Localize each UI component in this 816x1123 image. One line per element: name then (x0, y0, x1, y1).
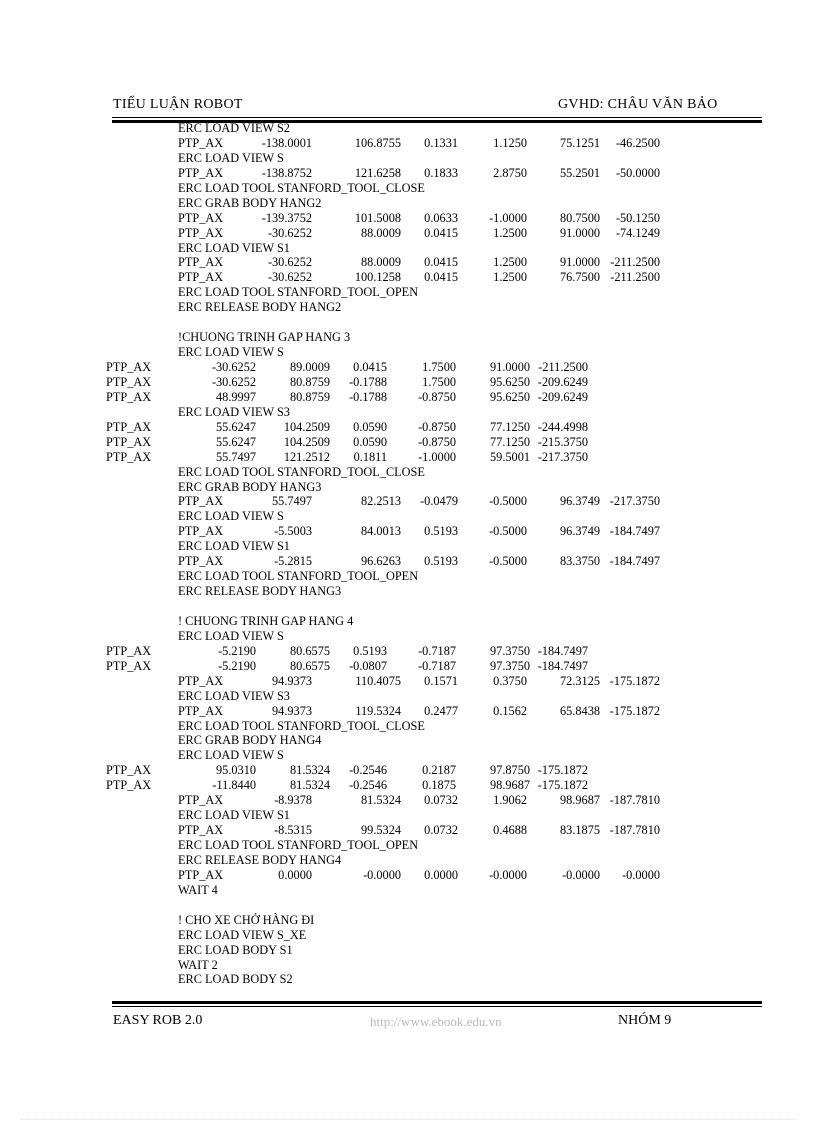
program-line (0, 181, 816, 196)
axis-value: 0.5193 (424, 554, 458, 569)
axis-value: 96.3749 (560, 494, 600, 509)
axis-value: -211.2500 (538, 360, 588, 374)
line-text: ERC LOAD VIEW S1 (178, 240, 290, 255)
command-keyword: PTP_AX (106, 419, 152, 434)
line-text: ERC RELEASE BODY HANG4 (178, 852, 342, 867)
ptp-ax-line (0, 778, 816, 793)
program-line (0, 972, 816, 987)
program-line (0, 465, 816, 480)
axis-value: -184.7497 (609, 524, 660, 539)
command-keyword: PTP_AX (178, 867, 224, 882)
axis-value: 100.1258 (354, 270, 401, 285)
axis-value: 1.9062 (493, 793, 527, 808)
program-line (0, 345, 816, 360)
ptp-ax-line (0, 420, 816, 435)
axis-value: 99.5324 (361, 823, 401, 838)
program-line (0, 808, 816, 823)
line-text: ERC LOAD VIEW S1 (178, 539, 290, 554)
line-text: ERC LOAD VIEW S3 (178, 688, 290, 703)
program-line (0, 151, 816, 166)
axis-value: -0.0479 (420, 494, 458, 509)
axis-value: 55.6247 (216, 434, 256, 449)
axis-value: -0.0000 (562, 867, 600, 882)
axis-value: 0.0415 (424, 225, 458, 240)
line-text: ERC LOAD VIEW S (178, 345, 284, 360)
axis-value: 98.9687 (490, 778, 530, 793)
program-line (0, 689, 816, 704)
axis-value: -184.7497 (537, 658, 588, 673)
footer-rule-thin (112, 1006, 762, 1007)
axis-value: -211.2500 (610, 270, 660, 285)
axis-value: 81.5324 (361, 793, 401, 808)
axis-value: -0.8750 (418, 419, 456, 434)
line-text: ERC LOAD TOOL STANFORD_TOOL_CLOSE (178, 464, 425, 479)
axis-value: 0.0590 (353, 419, 387, 434)
axis-value: 104.2509 (283, 419, 330, 434)
line-text: ERC LOAD VIEW S1 (178, 808, 290, 823)
line-text: ERC RELEASE BODY HANG2 (178, 300, 342, 315)
axis-value: -211.2500 (610, 255, 660, 270)
ptp-ax-line (0, 644, 816, 659)
axis-value: -0.5000 (489, 494, 527, 509)
command-keyword: PTP_AX (106, 360, 152, 374)
blank-line (0, 898, 816, 913)
axis-value: 91.0000 (560, 225, 600, 240)
line-text: ERC GRAB BODY HANG4 (178, 733, 322, 748)
line-text: ERC LOAD VIEW S (178, 150, 284, 165)
axis-value: 0.1833 (424, 165, 458, 180)
axis-value: 91.0000 (560, 255, 600, 270)
axis-value: 82.2513 (361, 494, 401, 509)
program-line (0, 405, 816, 420)
command-keyword: PTP_AX (106, 763, 152, 778)
footer-rule-thick (112, 1001, 762, 1004)
axis-value: -0.7187 (418, 658, 456, 673)
command-keyword: PTP_AX (106, 658, 152, 673)
header-instructor: GVHD: CHÂU VĂN BẢO (558, 97, 718, 112)
program-line (0, 569, 816, 584)
page-edge (20, 1119, 796, 1120)
axis-value: 88.0009 (361, 225, 401, 240)
axis-value: -175.1872 (609, 703, 660, 718)
axis-value: 2.8750 (493, 165, 527, 180)
axis-value: 72.3125 (560, 673, 600, 688)
axis-value: 0.2477 (424, 703, 458, 718)
axis-value: -184.7497 (537, 643, 588, 658)
axis-value: -5.2190 (218, 643, 256, 658)
axis-value: -50.1250 (615, 210, 660, 225)
axis-value: -0.0807 (349, 658, 387, 673)
axis-value: 97.3750 (490, 658, 530, 673)
axis-value: -30.6252 (267, 225, 312, 240)
axis-value: 0.1875 (422, 778, 456, 793)
program-line (0, 719, 816, 734)
axis-value: -209.6249 (537, 389, 588, 404)
axis-value: 55.6247 (216, 419, 256, 434)
robot-program-listing (0, 121, 816, 987)
axis-value: -0.0000 (622, 867, 660, 882)
program-line (0, 614, 816, 629)
axis-value: -5.2815 (274, 554, 312, 569)
axis-value: 98.9687 (560, 793, 600, 808)
command-keyword: PTP_AX (178, 270, 224, 285)
axis-value: -175.1872 (609, 673, 660, 688)
command-keyword: PTP_AX (106, 449, 152, 464)
command-keyword: PTP_AX (106, 643, 152, 658)
line-text: ERC LOAD VIEW S_XE (178, 927, 307, 942)
axis-value: 95.6250 (490, 389, 530, 404)
axis-value: 0.0415 (424, 270, 458, 285)
axis-value: -184.7497 (609, 554, 660, 569)
axis-value: 76.7500 (560, 270, 600, 285)
line-text: ERC RELEASE BODY HANG3 (178, 584, 342, 599)
command-keyword: PTP_AX (178, 255, 224, 270)
axis-value: -0.1788 (349, 374, 387, 389)
axis-value: 1.7500 (422, 374, 456, 389)
axis-value: -30.6252 (267, 270, 312, 285)
line-text: !CHUONG TRINH GAP HANG 3 (178, 330, 351, 345)
axis-value: 81.5324 (290, 778, 330, 793)
footer-software: EASY ROB 2.0 (113, 1013, 203, 1028)
program-line (0, 121, 816, 136)
axis-value: 80.7500 (560, 210, 600, 225)
program-line (0, 300, 816, 315)
axis-value: 119.5324 (355, 703, 401, 718)
ptp-ax-line (0, 166, 816, 181)
header-rule-thin (112, 117, 762, 118)
program-line (0, 241, 816, 256)
line-text: ERC GRAB BODY HANG2 (178, 195, 322, 210)
axis-value: -0.2546 (349, 763, 387, 778)
axis-value: 91.0000 (490, 360, 530, 374)
command-keyword: PTP_AX (106, 389, 152, 404)
line-text: ERC LOAD TOOL STANFORD_TOOL_CLOSE (178, 180, 425, 195)
command-keyword: PTP_AX (106, 374, 152, 389)
axis-value: -5.2190 (218, 658, 256, 673)
axis-value: 97.8750 (490, 763, 530, 778)
blank-line (0, 315, 816, 330)
program-line (0, 883, 816, 898)
ptp-ax-line (0, 763, 816, 778)
axis-value: 1.2500 (493, 255, 527, 270)
program-line (0, 584, 816, 599)
axis-value: 83.3750 (560, 554, 600, 569)
ptp-ax-line (0, 793, 816, 808)
axis-value: 95.0310 (216, 763, 256, 778)
ptp-ax-line (0, 360, 816, 375)
axis-value: -0.7187 (418, 643, 456, 658)
line-text: ERC LOAD TOOL STANFORD_TOOL_OPEN (178, 569, 419, 584)
axis-value: -244.4998 (537, 419, 588, 434)
axis-value: 65.8438 (560, 703, 600, 718)
command-keyword: PTP_AX (178, 165, 224, 180)
axis-value: 0.1811 (353, 449, 387, 464)
line-text: ERC LOAD VIEW S (178, 748, 284, 763)
ptp-ax-line (0, 659, 816, 674)
axis-value: 0.2187 (422, 763, 456, 778)
axis-value: 80.6575 (290, 658, 330, 673)
axis-value: -187.7810 (609, 823, 660, 838)
program-line (0, 480, 816, 495)
axis-value: 0.0415 (424, 255, 458, 270)
axis-value: -0.8750 (418, 434, 456, 449)
ptp-ax-line (0, 868, 816, 883)
axis-value: 1.1250 (493, 135, 527, 150)
axis-value: 0.0000 (424, 867, 458, 882)
axis-value: 59.5001 (490, 449, 530, 464)
command-keyword: PTP_AX (178, 554, 224, 569)
command-keyword: PTP_AX (178, 524, 224, 539)
command-keyword: PTP_AX (106, 434, 152, 449)
program-line (0, 838, 816, 853)
axis-value: -50.0000 (615, 165, 660, 180)
axis-value: -187.7810 (609, 793, 660, 808)
command-keyword: PTP_AX (178, 673, 224, 688)
program-line (0, 629, 816, 644)
axis-value: 0.0732 (424, 823, 458, 838)
ptp-ax-line (0, 390, 816, 405)
axis-value: 0.0590 (353, 434, 387, 449)
axis-value: 0.3750 (493, 673, 527, 688)
axis-value: -0.5000 (489, 524, 527, 539)
axis-value: -74.1249 (615, 225, 660, 240)
line-text: ! CHUONG TRINH GAP HANG 4 (178, 613, 354, 628)
axis-value: 0.5193 (424, 524, 458, 539)
axis-value: -1.0000 (418, 449, 456, 464)
axis-value: 55.7497 (216, 449, 256, 464)
axis-value: 0.1571 (424, 673, 458, 688)
axis-value: 0.1562 (493, 703, 527, 718)
axis-value: -8.9378 (274, 793, 312, 808)
axis-value: -215.3750 (537, 434, 588, 449)
axis-value: 121.6258 (354, 165, 401, 180)
line-text: ERC LOAD BODY S2 (178, 972, 293, 987)
axis-value: -0.0000 (489, 867, 527, 882)
axis-value: 0.1331 (424, 135, 458, 150)
axis-value: 0.0633 (424, 210, 458, 225)
program-line (0, 928, 816, 943)
axis-value: 0.0732 (424, 793, 458, 808)
axis-value: 55.2501 (560, 165, 600, 180)
command-keyword: PTP_AX (178, 494, 224, 509)
axis-value: 97.3750 (490, 643, 530, 658)
axis-value: -175.1872 (537, 778, 588, 793)
axis-value: -30.6252 (267, 255, 312, 270)
program-line (0, 943, 816, 958)
axis-value: 121.2512 (283, 449, 330, 464)
ptp-ax-line (0, 375, 816, 390)
line-text: ! CHO XE CHỞ HÀNG ĐI (178, 912, 315, 927)
axis-value: 80.8759 (290, 389, 330, 404)
axis-value: 106.8755 (354, 135, 401, 150)
line-text: ERC GRAB BODY HANG3 (178, 479, 322, 494)
axis-value: -0.0000 (363, 867, 401, 882)
line-text: ERC LOAD TOOL STANFORD_TOOL_CLOSE (178, 718, 425, 733)
ptp-ax-line (0, 136, 816, 151)
ptp-ax-line (0, 524, 816, 539)
ptp-ax-line (0, 450, 816, 465)
axis-value: -217.3750 (537, 449, 588, 464)
line-text: ERC LOAD VIEW S (178, 628, 284, 643)
header-title: TIỂU LUẬN ROBOT (113, 97, 243, 112)
axis-value: 0.0415 (353, 360, 387, 374)
program-line (0, 196, 816, 211)
axis-value: 94.9373 (272, 673, 312, 688)
program-line (0, 748, 816, 763)
axis-value: 83.1875 (560, 823, 600, 838)
program-line (0, 330, 816, 345)
axis-value: -0.8750 (418, 389, 456, 404)
axis-value: 1.2500 (493, 270, 527, 285)
line-text: WAIT 4 (178, 882, 218, 897)
ptp-ax-line (0, 674, 816, 689)
axis-value: 84.0013 (361, 524, 401, 539)
axis-value: 80.6575 (290, 643, 330, 658)
command-keyword: PTP_AX (178, 210, 224, 225)
axis-value: 0.4688 (493, 823, 527, 838)
line-text: ERC LOAD VIEW S3 (178, 404, 290, 419)
command-keyword: PTP_AX (178, 135, 224, 150)
axis-value: -0.1788 (349, 389, 387, 404)
axis-value: 96.6263 (361, 554, 401, 569)
axis-value: 80.8759 (290, 374, 330, 389)
axis-value: -0.2546 (349, 778, 387, 793)
axis-value: -0.5000 (489, 554, 527, 569)
axis-value: 48.9997 (216, 389, 256, 404)
axis-value: 75.1251 (560, 135, 600, 150)
line-text: WAIT 2 (178, 957, 218, 972)
axis-value: -46.2500 (615, 135, 660, 150)
axis-value: 104.2509 (283, 434, 330, 449)
axis-value: -138.0001 (261, 135, 312, 150)
ptp-ax-line (0, 494, 816, 509)
ptp-ax-line (0, 823, 816, 838)
line-text: ERC LOAD VIEW S (178, 509, 284, 524)
command-keyword: PTP_AX (178, 225, 224, 240)
ptp-ax-line (0, 435, 816, 450)
axis-value: 0.0000 (278, 867, 312, 882)
axis-value: -30.6252 (211, 360, 256, 374)
axis-value: 1.7500 (422, 360, 456, 374)
axis-value: -8.5315 (274, 823, 312, 838)
ptp-ax-line (0, 211, 816, 226)
axis-value: 95.6250 (490, 374, 530, 389)
axis-value: 0.5193 (353, 643, 387, 658)
axis-value: 94.9373 (272, 703, 312, 718)
axis-value: -175.1872 (537, 763, 588, 778)
axis-value: -1.0000 (489, 210, 527, 225)
program-line (0, 509, 816, 524)
program-line (0, 853, 816, 868)
axis-value: -11.8440 (212, 778, 256, 793)
axis-value: -217.3750 (609, 494, 660, 509)
command-keyword: PTP_AX (178, 703, 224, 718)
axis-value: -138.8752 (261, 165, 312, 180)
program-line (0, 733, 816, 748)
program-line (0, 285, 816, 300)
line-text: ERC LOAD TOOL STANFORD_TOOL_OPEN (178, 285, 419, 300)
line-text: ERC LOAD VIEW S2 (178, 121, 290, 135)
axis-value: -5.5003 (274, 524, 312, 539)
axis-value: 96.3749 (560, 524, 600, 539)
program-line (0, 913, 816, 928)
command-keyword: PTP_AX (106, 778, 152, 793)
footer-group: NHÓM 9 (618, 1013, 672, 1028)
command-keyword: PTP_AX (178, 823, 224, 838)
program-line (0, 958, 816, 973)
axis-value: 88.0009 (361, 255, 401, 270)
axis-value: 81.5324 (290, 763, 330, 778)
command-keyword: PTP_AX (178, 793, 224, 808)
axis-value: 101.5008 (354, 210, 401, 225)
axis-value: -30.6252 (211, 374, 256, 389)
ptp-ax-line (0, 255, 816, 270)
ptp-ax-line (0, 226, 816, 241)
footer-website: http://www.ebook.edu.vn (370, 1014, 502, 1029)
blank-line (0, 599, 816, 614)
axis-value: 89.0009 (290, 360, 330, 374)
axis-value: 1.2500 (493, 225, 527, 240)
axis-value: -209.6249 (537, 374, 588, 389)
ptp-ax-line (0, 704, 816, 719)
axis-value: 55.7497 (272, 494, 312, 509)
ptp-ax-line (0, 554, 816, 569)
axis-value: 77.1250 (490, 419, 530, 434)
axis-value: -139.3752 (261, 210, 312, 225)
line-text: ERC LOAD TOOL STANFORD_TOOL_OPEN (178, 838, 419, 852)
axis-value: 77.1250 (490, 434, 530, 449)
line-text: ERC LOAD BODY S1 (178, 942, 293, 957)
ptp-ax-line (0, 270, 816, 285)
program-line (0, 539, 816, 554)
axis-value: 110.4075 (355, 673, 401, 688)
